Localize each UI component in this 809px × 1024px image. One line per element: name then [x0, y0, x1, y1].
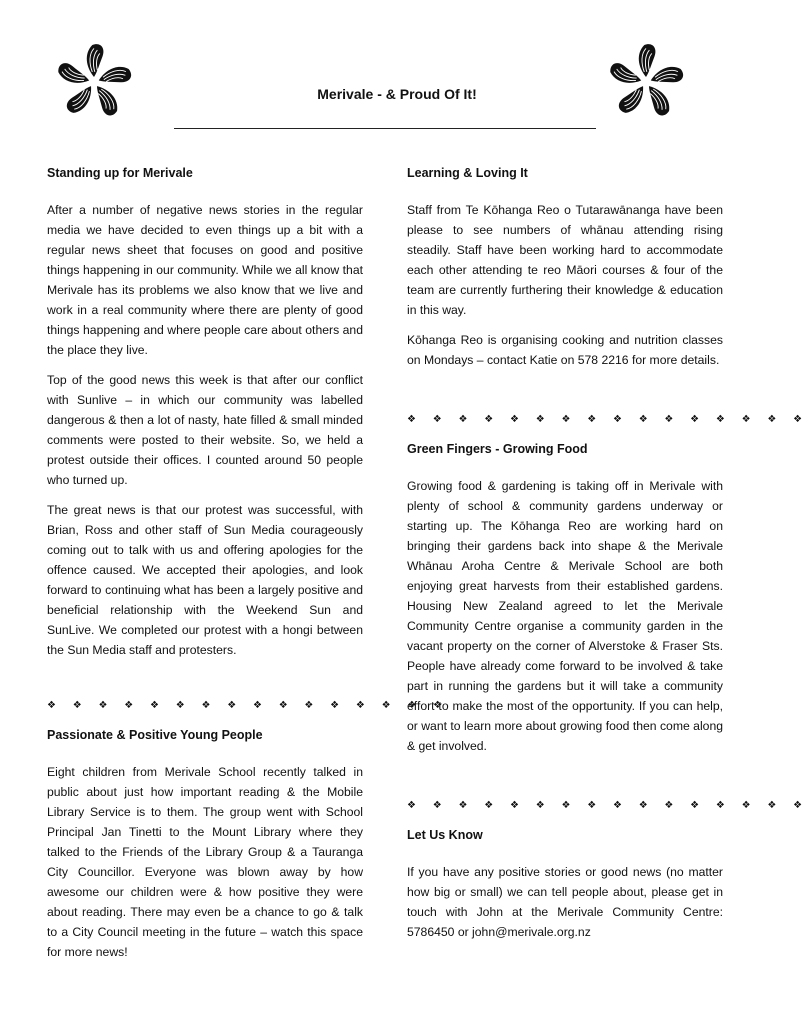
diamond-divider: ❖ ❖ ❖ ❖ ❖ ❖ ❖ ❖ ❖ ❖ ❖ ❖ ❖ ❖ ❖ ❖: [407, 800, 809, 811]
paragraph: Eight children from Merivale School recently talked in public about just how important reading & the Mobile Library Service is to them. The group went with School Principal Jan Tinetti to the Mount Library where they talked to the Friends of the Library Group & a Tauranga City Councillor. Everyone was blown away by how awesome our children were & how positive they were about reading. There may even be a chance to go & talk to a City Council meeting in the future – watch this space for more news!: [47, 765, 363, 959]
paragraph: Top of the good news this week is that after our conflict with Sunlive – in which our community was labelled dangerous & then a lot of nasty, hate filled & small minded comments were posted to their website. So, we held a protest outside their offices. I counted around 50 people who turned up.: [47, 373, 363, 487]
paragraph: Staff from Te Kōhanga Reo o Tutarawānanga have been please to see numbers of whānau attending rising steadily. Staff have been working hard to accommodate each other attending te reo Māori courses & four of the team are currently furthering their knowledge & education in this way.: [407, 203, 723, 317]
heading-green-fingers: Green Fingers - Growing Food: [407, 442, 588, 456]
koru-logo-right-icon: [604, 40, 688, 124]
paragraph: If you have any positive stories or good news (no matter how big or small) we can tell people about, please get in touch with John at the Merivale Community Centre: 5786450 or john@merivale.org.nz: [407, 865, 723, 939]
koru-logo-left-icon: [52, 40, 136, 124]
heading-young-people: Passionate & Positive Young People: [47, 728, 263, 742]
title-underline: [174, 128, 596, 129]
right-column: [407, 164, 809, 952]
paragraph: Kōhanga Reo is organising cooking and nutrition classes on Mondays – contact Katie on 578 2216 for more details.: [407, 333, 723, 367]
heading-standing-up: Standing up for Merivale: [47, 166, 193, 180]
page-title: Merivale - & Proud Of It!: [317, 86, 477, 102]
diamond-divider: ❖ ❖ ❖ ❖ ❖ ❖ ❖ ❖ ❖ ❖ ❖ ❖ ❖ ❖ ❖ ❖: [407, 414, 809, 425]
paragraph: The great news is that our protest was successful, with Brian, Ross and other staff of Sun Media courageously coming out to talk with us and offering apologies for the offence caused. We accepted their apologies, and look forward to continuing what has been a largely positive and beneficial relationship with the Weekend Sun and SunLive. We completed our protest with a hongi between the Sun Media staff and protesters.: [47, 503, 363, 657]
heading-let-us-know: Let Us Know: [407, 828, 483, 842]
paragraph: Growing food & gardening is taking off in Merivale with plenty of school & community gardens underway or starting up. The Kōhanga Reo are working hard on bringing their gardens back into shape & the Merivale Whānau Aroha Centre & Merivale School are both enjoying great harvests from their established gardens. Housing New Zealand agreed to let the Merivale Community Centre organise a community garden in the vacant property on the corner of Alverstoke & Fraser Sts. People have already come forward to be involved & take part in running the gardens but it will take a community effort to make the most of the opportunity. If you can help, or want to learn more about growing food then come along & get involved.: [407, 479, 723, 753]
paragraph: After a number of negative news stories in the regular media we have decided to even things up a bit with a regular news sheet that focuses on good and positive things happening in our community. While we all know that Merivale has its problems we also know that we live and work in a real community where there are plenty of good things happening and where people care about others and the place they live.: [47, 203, 363, 357]
diamond-divider: ❖ ❖ ❖ ❖ ❖ ❖ ❖ ❖ ❖ ❖ ❖ ❖ ❖ ❖ ❖ ❖: [47, 700, 450, 711]
heading-learning: Learning & Loving It: [407, 166, 528, 180]
